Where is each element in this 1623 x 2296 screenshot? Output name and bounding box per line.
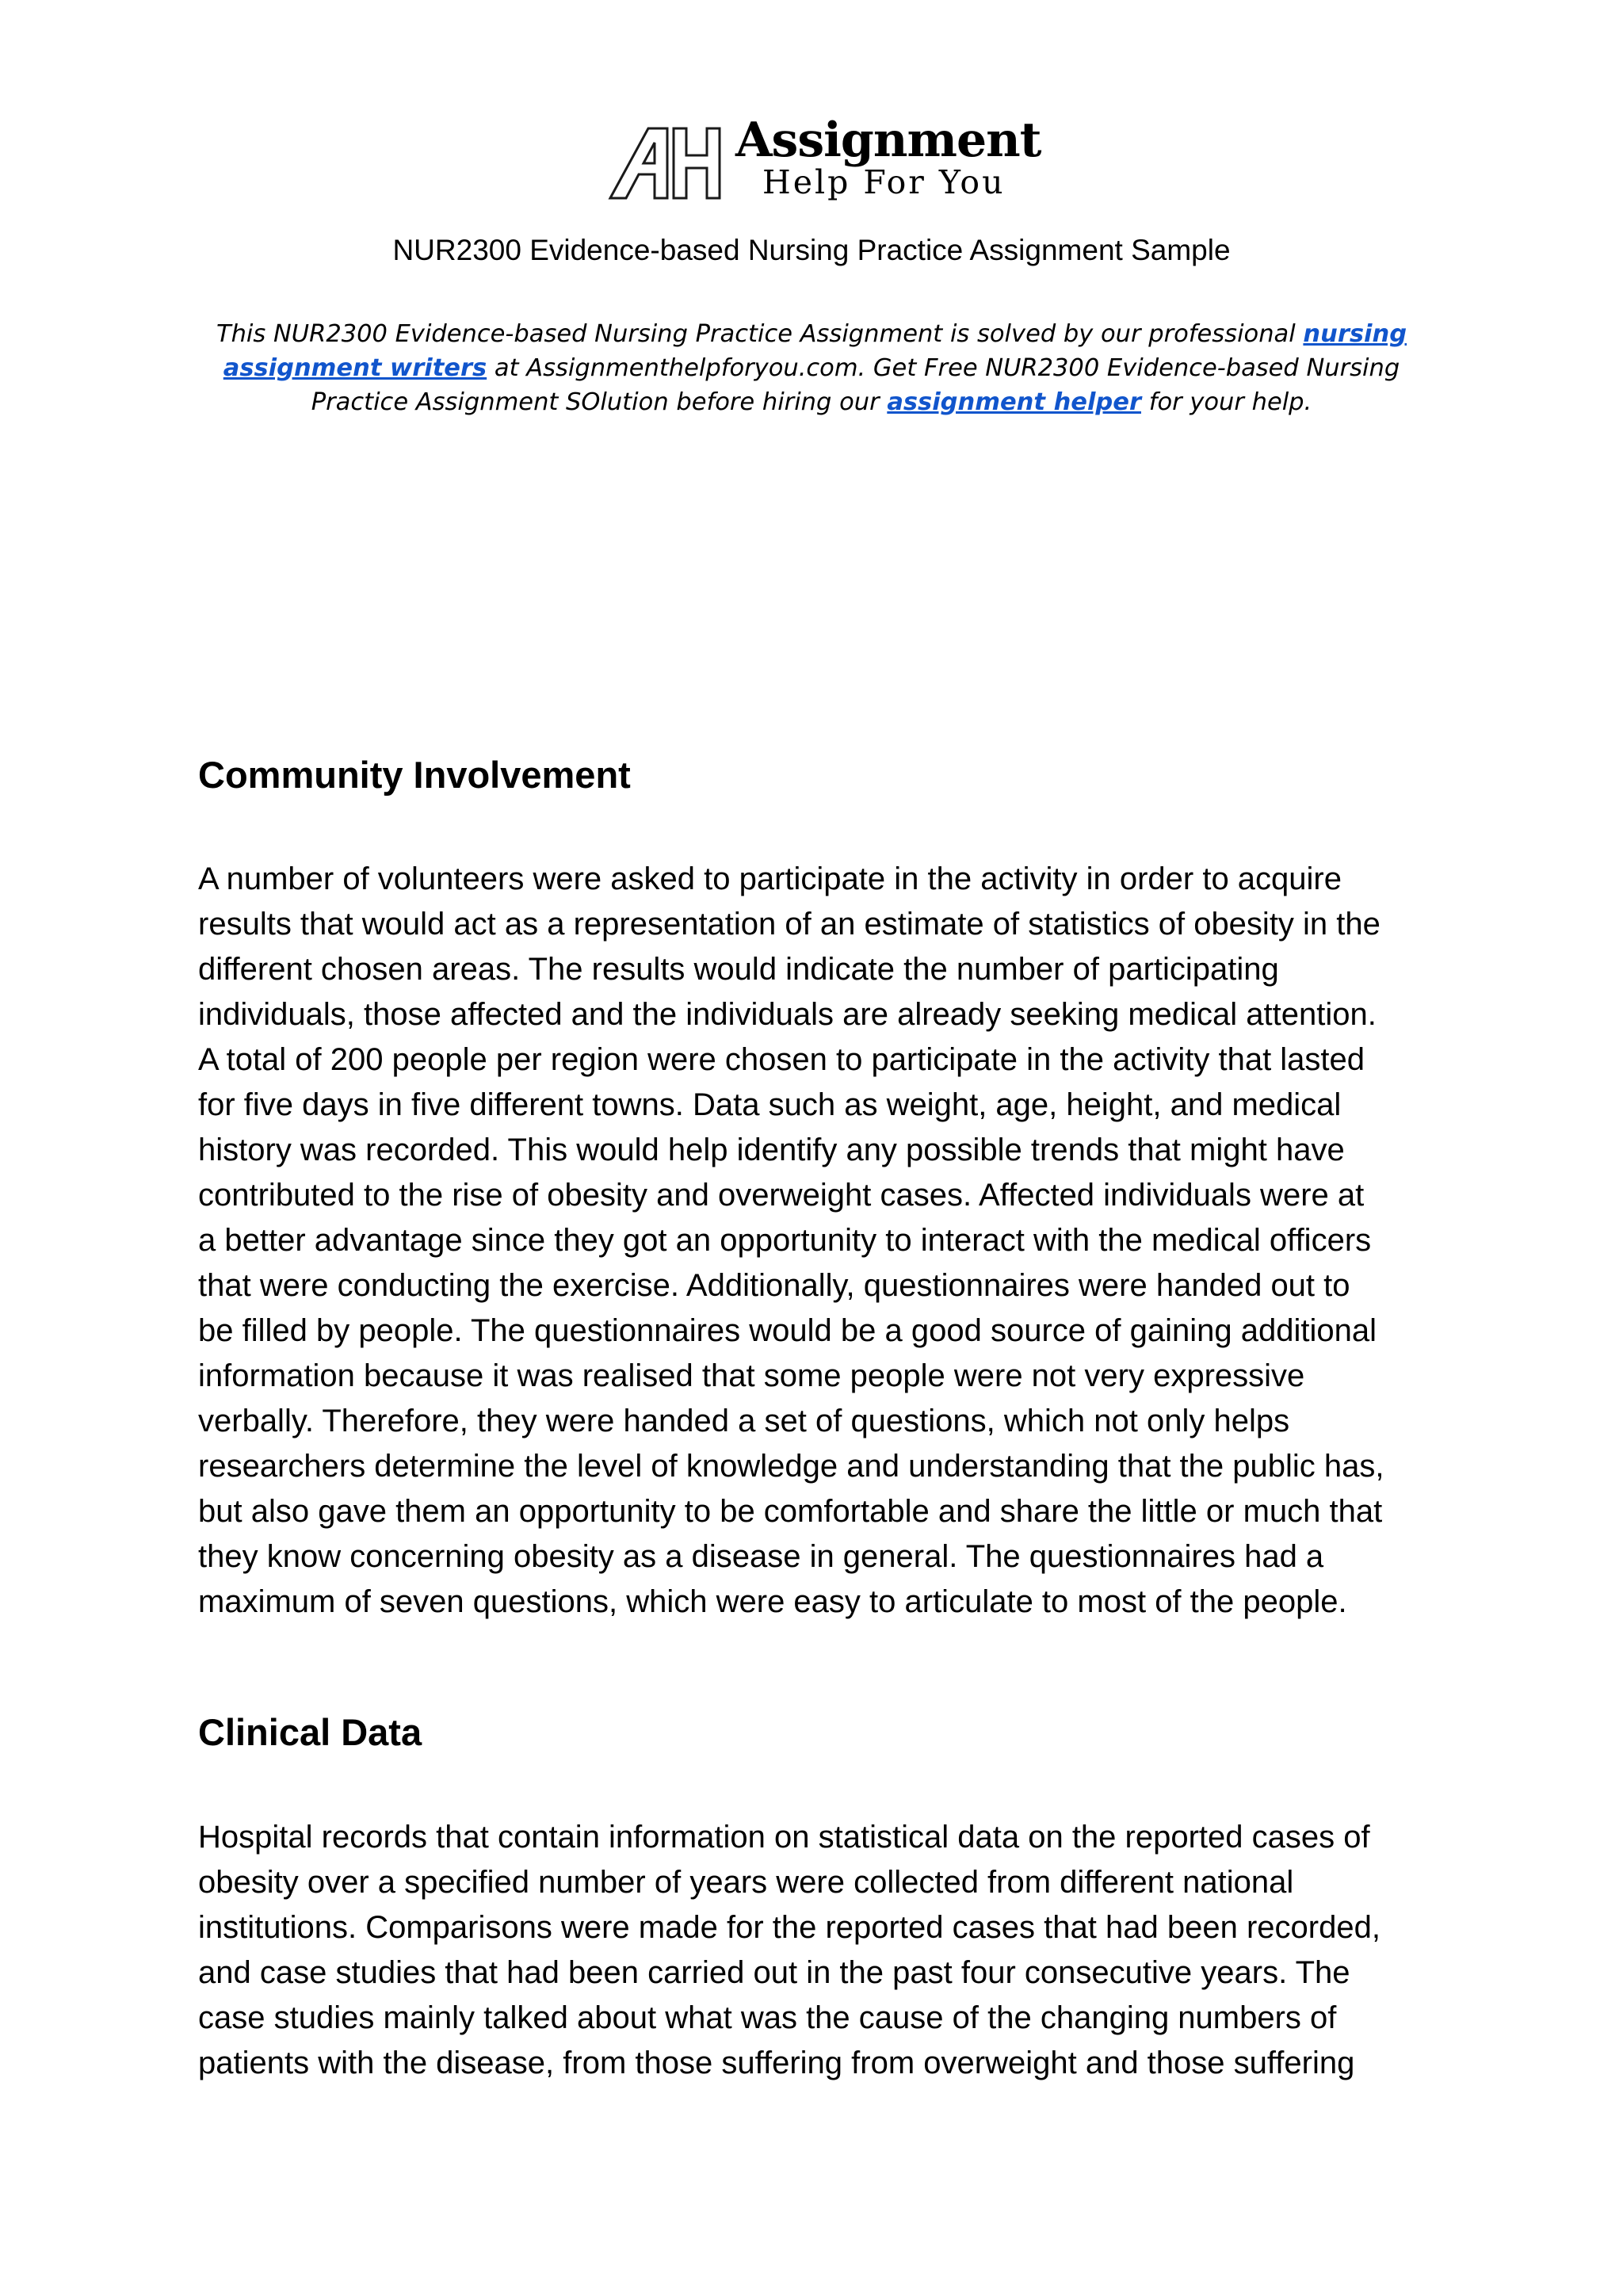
section-paragraph-community-involvement bbox=[198, 857, 1466, 1625]
paragraph-line: obesity over a specified number of years were collected from different national bbox=[198, 1865, 1294, 1900]
paragraph-line: and case studies that had been carried out in the past four consecutive years. The bbox=[198, 1955, 1350, 1990]
section-paragraph-clinical-data bbox=[198, 1815, 1466, 2086]
paragraph-line: A number of volunteers were asked to participate in the activity in order to acquire bbox=[198, 861, 1342, 896]
paragraph-line: be filled by people. The questionnaires would be a good source of gaining additional bbox=[198, 1313, 1377, 1348]
logo-wordmark-line1: Assignment bbox=[735, 113, 1041, 168]
paragraph-line: maximum of seven questions, which were easy to articulate to most of the people. bbox=[198, 1584, 1347, 1619]
paragraph-line: patients with the disease, from those suffering from overweight and those suffering bbox=[198, 2046, 1355, 2080]
paragraph-line: history was recorded. This would help identify any possible trends that might have bbox=[198, 1133, 1345, 1167]
nursing-assignment-writers-link[interactable]: nursing assignment writers bbox=[223, 320, 1407, 382]
section-heading-community-involvement: Community Involvement bbox=[198, 754, 631, 796]
paragraph-line: information because it was realised that some people were not very expressive bbox=[198, 1358, 1305, 1393]
paragraph-line: case studies mainly talked about what was the cause of the changing numbers of bbox=[198, 2000, 1337, 2035]
document-title: NUR2300 Evidence-based Nursing Practice Assignment Sample bbox=[392, 234, 1231, 266]
paragraph-line: different chosen areas. The results would indicate the number of participating bbox=[198, 952, 1279, 987]
intro-text-3: for your help. bbox=[1148, 388, 1312, 416]
paragraph-line: researchers determine the level of knowledge and understanding that the public has, bbox=[198, 1449, 1384, 1484]
ah-logo-mark-icon bbox=[607, 124, 726, 201]
paragraph-line: Hospital records that contain information on statistical data on the reported cases of bbox=[198, 1820, 1370, 1855]
intro-text-2: at Assignmenthelpforyou.com. Get Free NUR2300 Evidence-based Nursing Practice Assignment SOlution before hiring our bbox=[311, 354, 1400, 416]
brand-logo bbox=[607, 113, 1041, 203]
paragraph-line: contributed to the rise of obesity and overweight cases. Affected individuals were at bbox=[198, 1178, 1365, 1213]
section-heading-clinical-data: Clinical Data bbox=[198, 1711, 422, 1753]
paragraph-line: verbally. Therefore, they were handed a set of questions, which not only helps bbox=[198, 1404, 1290, 1438]
paragraph-line: institutions. Comparisons were made for the reported cases that had been recorded, bbox=[198, 1910, 1381, 1945]
paragraph-line: a better advantage since they got an opportunity to interact with the medical officers bbox=[198, 1223, 1372, 1258]
logo-wordmark-line2: Help For You bbox=[762, 163, 1006, 201]
intro-text-1: This NUR2300 Evidence-based Nursing Practice Assignment is solved by our professional bbox=[216, 320, 1296, 348]
paragraph-line: that were conducting the exercise. Additionally, questionnaires were handed out to bbox=[198, 1268, 1350, 1303]
paragraph-line: for five days in five different towns. Data such as weight, age, height, and medical bbox=[198, 1087, 1342, 1122]
paragraph-line: A total of 200 people per region were chosen to participate in the activity that lasted bbox=[198, 1042, 1365, 1077]
intro-paragraph bbox=[190, 317, 1433, 419]
assignment-helper-link[interactable]: assignment helper bbox=[887, 388, 1141, 416]
paragraph-line: results that would act as a representation of an estimate of statistics of obesity in the bbox=[198, 907, 1381, 942]
paragraph-line: but also gave them an opportunity to be comfortable and share the little or much that bbox=[198, 1494, 1383, 1529]
paragraph-line: they know concerning obesity as a disease in general. The questionnaires had a bbox=[198, 1539, 1324, 1574]
paragraph-line: individuals, those affected and the individuals are already seeking medical attention. bbox=[198, 997, 1377, 1032]
